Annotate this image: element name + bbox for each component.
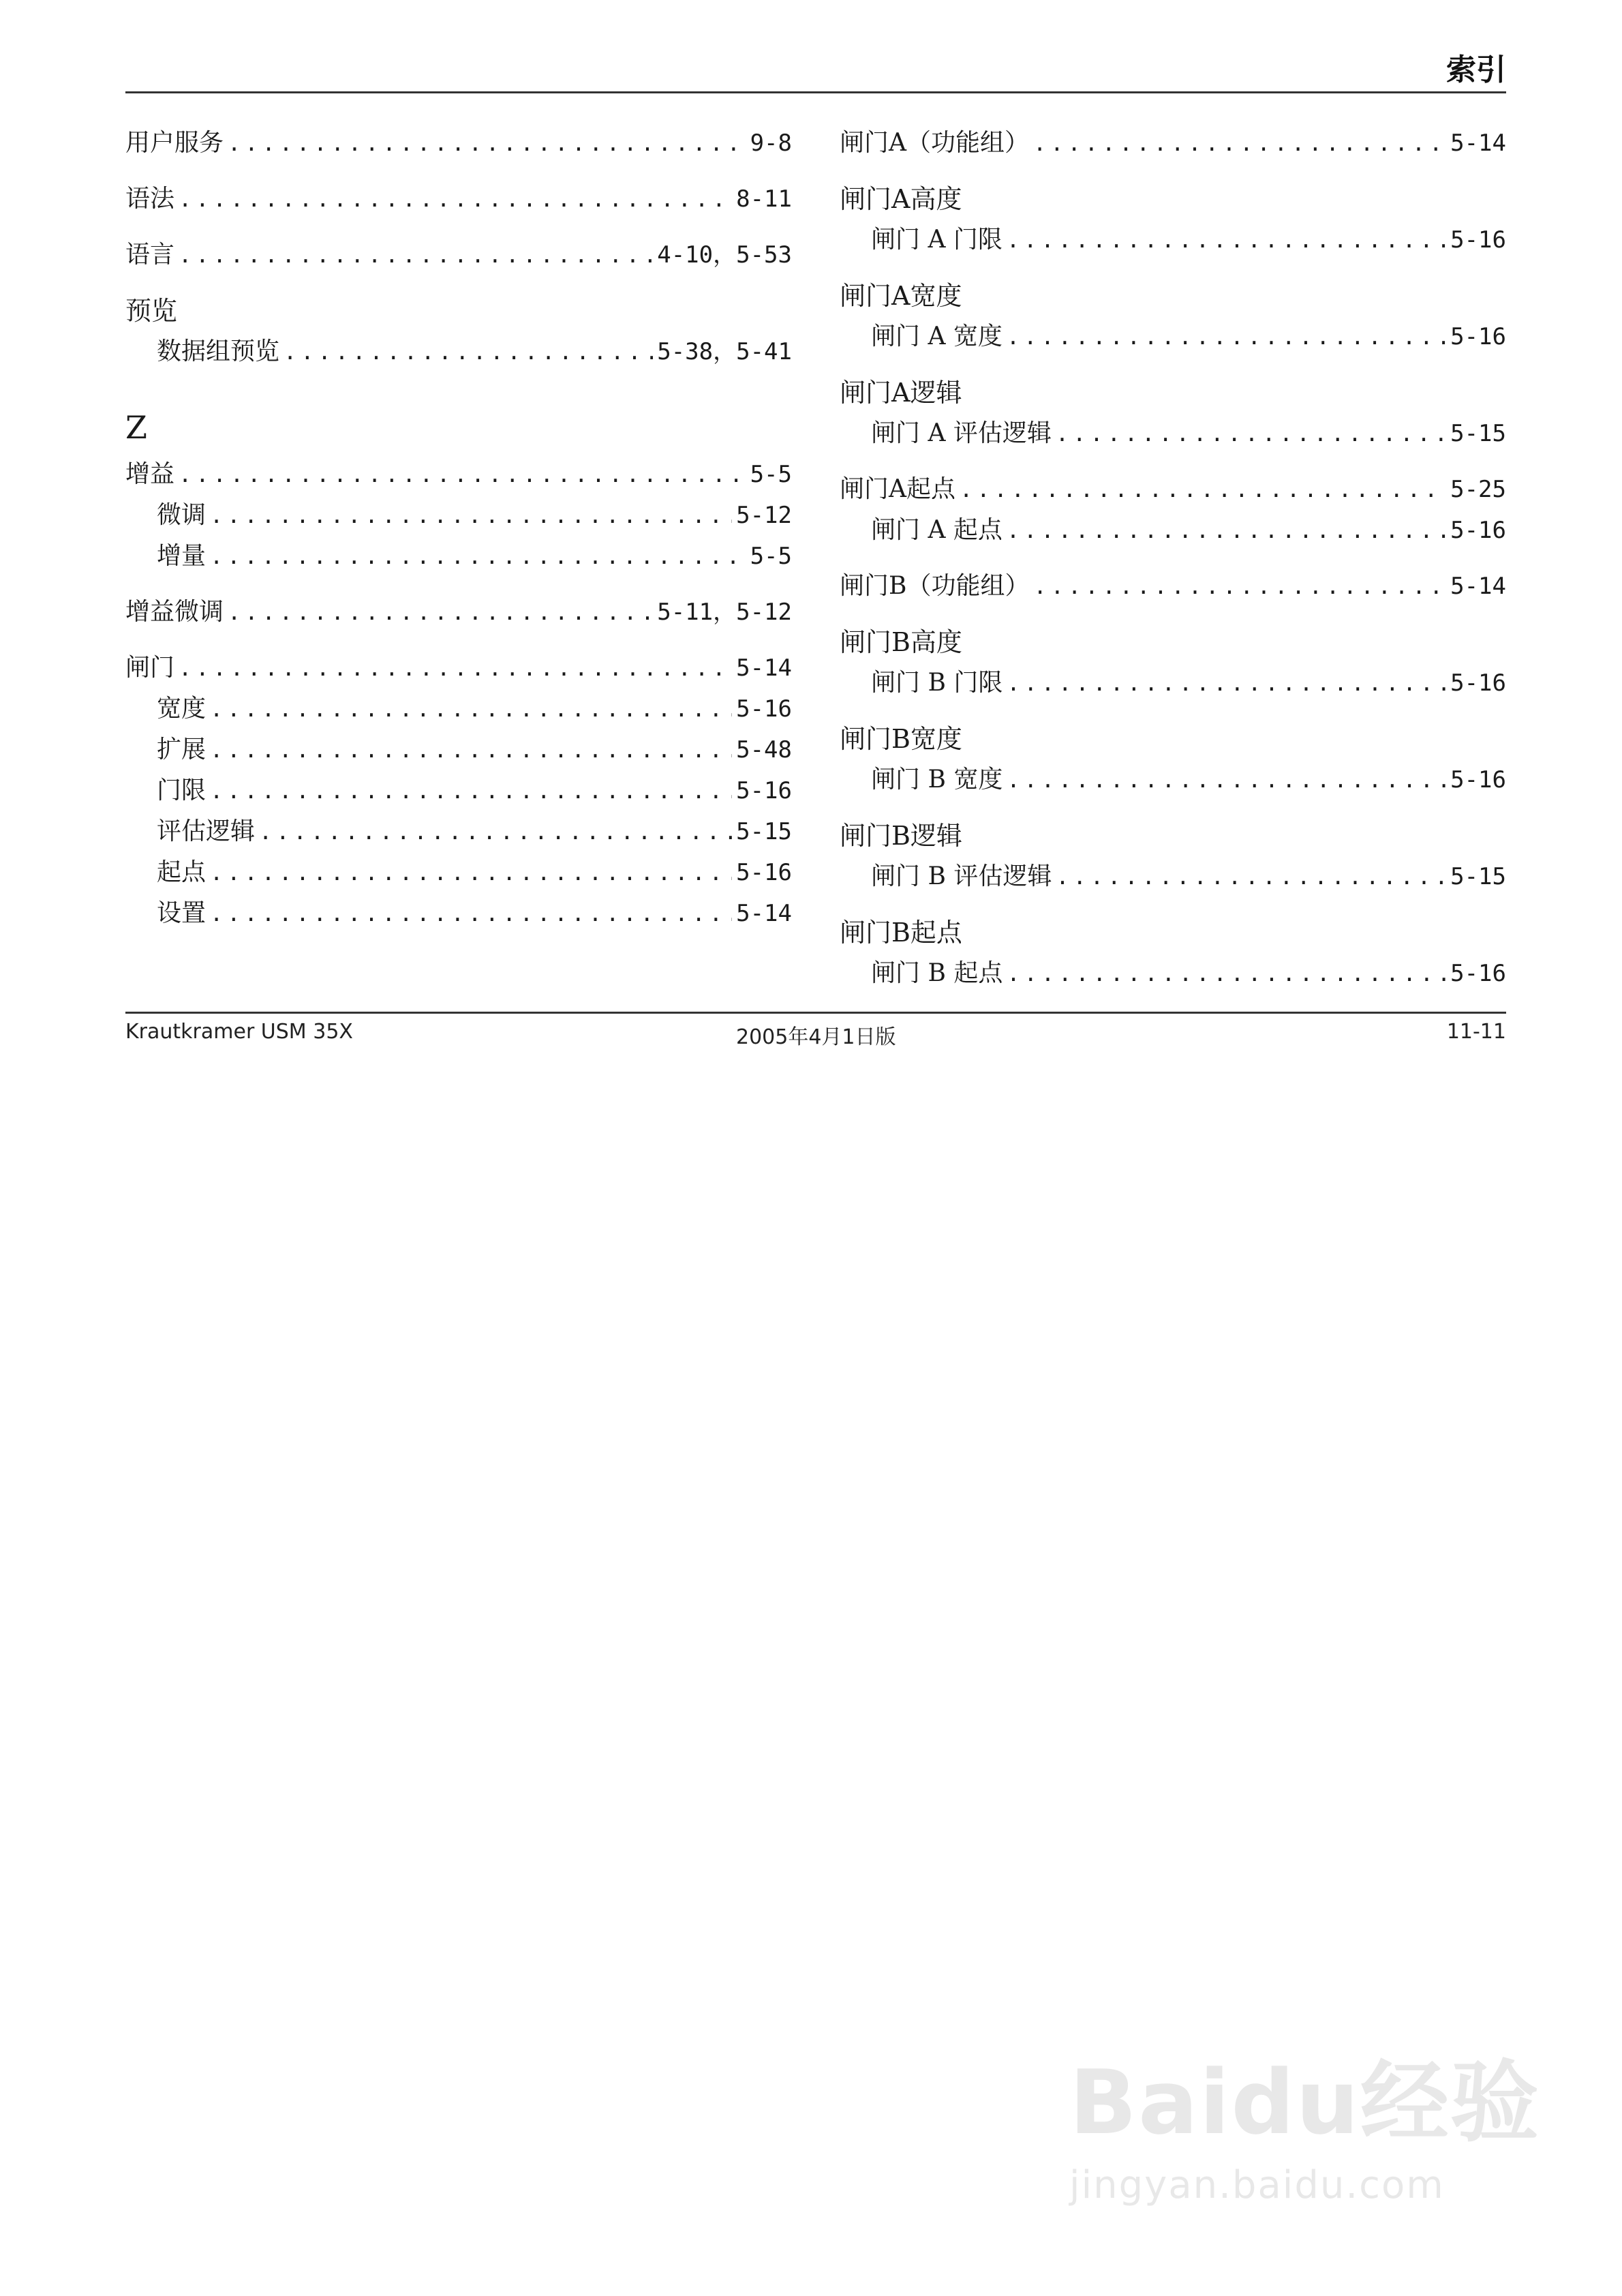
index-entry-page: 5-16 (736, 695, 792, 723)
leader-dots (1056, 856, 1446, 897)
leader-dots (228, 123, 746, 164)
index-subentry (125, 495, 792, 536)
index-subentry (840, 316, 1506, 357)
leader-dots (179, 454, 746, 495)
watermark-url: jingyan.baidu.com (1069, 2163, 1445, 2207)
index-entry-label: 闸门 A 门限 (871, 226, 1003, 254)
index-heading: 预览 (125, 296, 178, 326)
index-entry-label: 闸门 (125, 654, 175, 682)
section-letter: Z (125, 409, 147, 446)
index-entry-label: 微调 (157, 501, 206, 529)
watermark-brand: Baidu经验 (1069, 2051, 1540, 2154)
index-entry-label: 闸门 B 宽度 (871, 766, 1003, 794)
leader-dots (259, 811, 732, 852)
index-entry-label: 语言 (125, 241, 175, 269)
index-entry-page: 4-10，5-53 (657, 241, 792, 269)
index-entry-page: 5-5 (750, 543, 792, 570)
index-entry-label: 语法 (125, 185, 175, 213)
page-header-title: 索引 (1446, 52, 1506, 87)
index-heading: 闸门B起点 (840, 918, 962, 948)
index-entry-label: 增量 (157, 542, 206, 570)
leader-dots (1033, 123, 1446, 164)
index-entry (125, 235, 792, 275)
index-entry-page: 5-14 (736, 654, 792, 682)
footer-rule (125, 1012, 1506, 1014)
index-heading: 闸门A高度 (840, 184, 962, 214)
index-subentry (125, 852, 792, 893)
leader-dots (210, 852, 732, 893)
index-entry-label: 扩展 (157, 736, 206, 764)
index-subentry (125, 689, 792, 729)
footer-edition: 2005年4月1日版 (736, 1025, 896, 1049)
index-subentry (840, 413, 1506, 454)
leader-dots (228, 592, 653, 633)
leader-dots (179, 235, 653, 275)
index-subentry (840, 510, 1506, 551)
leader-dots (1007, 510, 1446, 551)
leader-dots (210, 536, 746, 577)
index-entry-page: 5-14 (1450, 130, 1506, 157)
leader-dots (210, 729, 732, 770)
index-subentry (840, 953, 1506, 994)
index-entry-page: 5-25 (1450, 476, 1506, 503)
index-subentry (125, 536, 792, 577)
index-subentry (840, 856, 1506, 897)
index-entry-page: 5-15 (736, 818, 792, 845)
index-entry-page: 5-16 (1450, 960, 1506, 987)
index-entry-label: 闸门 A 评估逻辑 (871, 419, 1052, 447)
index-entry-page: 8-11 (736, 185, 792, 213)
index-entry-label: 设置 (157, 899, 206, 927)
index-entry-label: 数据组预览 (157, 337, 280, 365)
leader-dots (179, 179, 732, 220)
index-entry-label: 增益微调 (125, 598, 224, 626)
leader-dots (1007, 953, 1446, 994)
index-entry-page: 5-11，5-12 (657, 599, 792, 626)
leader-dots (1056, 413, 1446, 454)
header-rule (125, 91, 1506, 93)
index-entry-label: 闸门 A 起点 (871, 516, 1003, 544)
index-entry (840, 469, 1506, 510)
index-heading: 闸门B宽度 (840, 724, 962, 754)
index-subentry (125, 331, 792, 372)
index-entry (125, 648, 792, 689)
index-entry-label: 宽度 (157, 695, 206, 723)
index-entry-page: 5-15 (1450, 420, 1506, 447)
index-entry-label: 闸门A（功能组） (840, 129, 1029, 157)
index-subentry (840, 663, 1506, 704)
index-entry-label: 增益 (125, 460, 175, 488)
baidu-watermark (1069, 2031, 1540, 2207)
index-entry (125, 123, 792, 164)
index-entry-page: 5-5 (750, 461, 792, 488)
index-heading: 闸门A逻辑 (840, 378, 962, 408)
index-entry-page: 5-38，5-41 (657, 338, 792, 365)
leader-dots (179, 648, 732, 689)
index-entry-label: 闸门A起点 (840, 475, 955, 503)
index-entry-page: 5-48 (736, 736, 792, 764)
index-entry-label: 起点 (157, 858, 206, 886)
leader-dots (1007, 663, 1446, 704)
index-entry (840, 123, 1506, 164)
index-subentry (125, 729, 792, 770)
index-entry-label: 闸门 B 起点 (871, 959, 1003, 987)
leader-dots (210, 689, 732, 729)
index-entry-page: 5-16 (1450, 323, 1506, 350)
index-entry-page: 5-16 (1450, 669, 1506, 697)
index-entry-page: 5-15 (1450, 863, 1506, 890)
index-heading: 闸门A宽度 (840, 281, 962, 311)
leader-dots (1007, 316, 1446, 357)
index-heading: 闸门B高度 (840, 627, 962, 657)
index-entry-label: 闸门 B 评估逻辑 (871, 862, 1052, 890)
index-entry (125, 592, 792, 633)
leader-dots (284, 331, 653, 372)
index-entry-page: 5-16 (1450, 766, 1506, 794)
index-subentry (840, 220, 1506, 260)
index-column-left (125, 123, 792, 934)
leader-dots (210, 770, 732, 811)
index-heading: 闸门B逻辑 (840, 821, 962, 851)
index-entry-label: 闸门B（功能组） (840, 572, 1030, 600)
index-entry (125, 454, 792, 495)
index-entry-page: 5-16 (736, 777, 792, 804)
index-entry-page: 5-16 (1450, 517, 1506, 544)
index-entry-page: 9-8 (750, 130, 792, 157)
index-entry-page: 5-14 (736, 900, 792, 927)
leader-dots (960, 469, 1446, 510)
index-subentry (125, 770, 792, 811)
footer-product: Krautkramer USM 35X (125, 1020, 353, 1044)
index-entry (840, 566, 1506, 607)
footer-page-number: 11-11 (1446, 1020, 1506, 1044)
index-entry-page: 5-12 (736, 502, 792, 529)
index-entry-page: 5-16 (736, 859, 792, 886)
index-entry (125, 179, 792, 220)
leader-dots (1007, 759, 1446, 800)
index-entry-label: 闸门 B 门限 (871, 669, 1003, 697)
index-entry-label: 闸门 A 宽度 (871, 322, 1003, 350)
leader-dots (210, 893, 732, 934)
index-column-right (840, 123, 1506, 994)
index-subentry (840, 759, 1506, 800)
leader-dots (1033, 566, 1446, 607)
leader-dots (1007, 220, 1446, 260)
index-entry-label: 评估逻辑 (157, 817, 256, 845)
index-entry-page: 5-14 (1450, 573, 1506, 600)
index-entry-label: 用户服务 (125, 129, 224, 157)
index-subentry (125, 893, 792, 934)
leader-dots (210, 495, 732, 536)
index-subentry (125, 811, 792, 852)
index-entry-page: 5-16 (1450, 226, 1506, 254)
index-entry-label: 门限 (157, 776, 206, 804)
